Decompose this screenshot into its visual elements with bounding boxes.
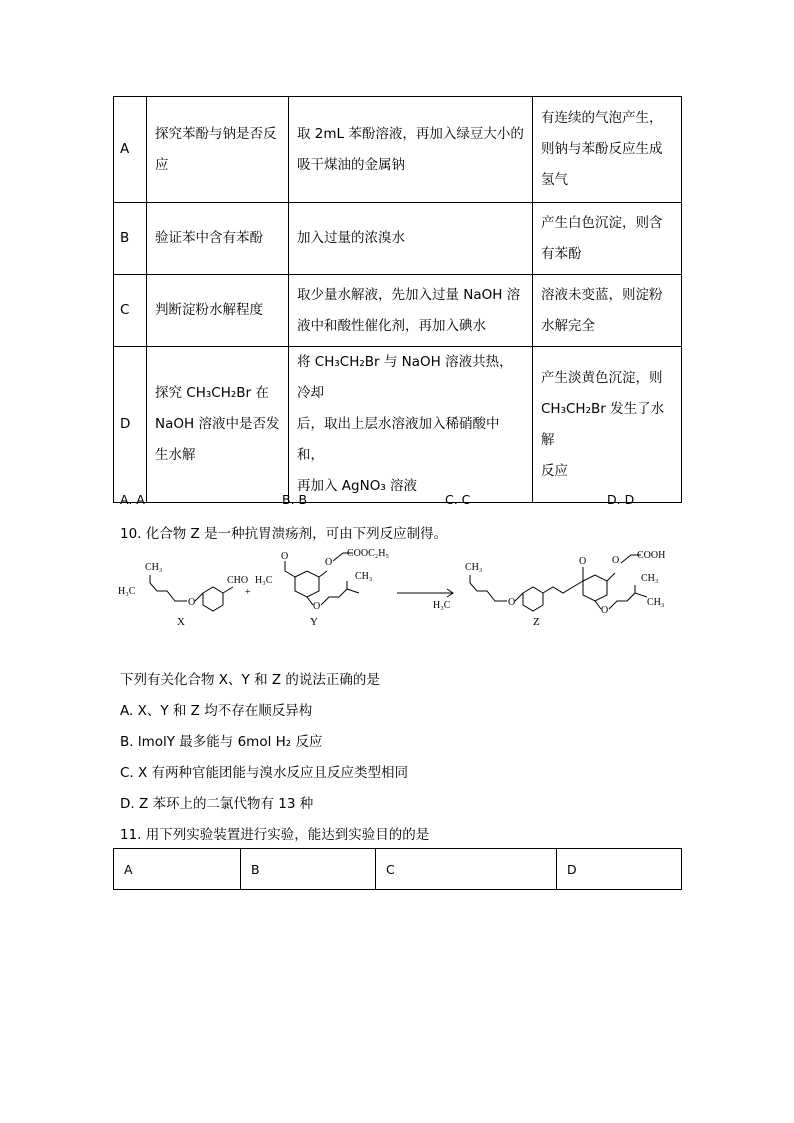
purpose-cell — [147, 275, 289, 347]
h3c-label-x: H₃C — [118, 586, 136, 597]
table-row — [114, 203, 682, 275]
purpose-cell-line: 探究 CH₃CH₂Br 在 — [155, 385, 269, 401]
ch3-label-x: CH₃ — [145, 562, 163, 573]
option-d: D. D — [607, 492, 635, 507]
conclusion-cell-line: 有连续的气泡产生， — [541, 110, 663, 126]
q9-options — [120, 492, 720, 512]
conclusion-cell — [533, 203, 682, 275]
q10-question: 下列有关化合物 X、Y 和 Z 的说法正确的是 — [120, 672, 380, 688]
q10-option-d: D. Z 苯环上的二氯代物有 13 种 — [120, 796, 314, 812]
conclusion-cell-line: 水解完全 — [541, 317, 595, 334]
option-c: C. C — [445, 492, 471, 507]
purpose-cell-line: 验证苯中含有苯酚 — [155, 230, 263, 246]
conclusion-cell-line: 产生淡黄色沉淀，则 — [541, 369, 663, 386]
row-label: B — [114, 203, 147, 275]
o-label-z1: O — [508, 597, 516, 608]
reaction-scheme — [115, 543, 695, 633]
ch3-label-y: CH₃ — [355, 571, 373, 582]
ch3-label-z3: CH₃ — [647, 597, 665, 608]
conclusion-cell-line: 氢气 — [541, 172, 568, 188]
conclusion-cell — [533, 97, 682, 203]
purpose-cell-line: NaOH 溶液中是否发 — [155, 416, 280, 432]
cooh-label: COOH — [637, 550, 666, 561]
conclusion-cell — [533, 347, 682, 503]
operation-cell-line: 将 CH₃CH₂Br 与 NaOH 溶液共热，冷却 — [297, 354, 513, 401]
q11-header-b: B — [241, 849, 376, 890]
o-label-z3: O — [612, 555, 620, 566]
label-z: Z — [533, 616, 540, 628]
conclusion-cell-line: 有苯酚 — [541, 245, 582, 262]
o-label-y3: O — [313, 601, 321, 612]
ch3-label-z2: CH₃ — [641, 573, 659, 584]
operation-cell — [289, 275, 533, 347]
option-a: A. A — [120, 492, 145, 507]
purpose-cell — [147, 203, 289, 275]
operation-cell — [289, 203, 533, 275]
conclusion-cell-line: 则钠与苯酚反应生成 — [541, 141, 663, 157]
q10-option-a: A. X、Y 和 Z 均不存在顺反异构 — [120, 703, 313, 719]
q11-stem: 11. 用下列实验装置进行实验，能达到实验目的的是 — [120, 827, 430, 843]
coo-label: COOC₂H₅ — [347, 548, 389, 559]
label-y: Y — [310, 616, 318, 628]
row-label: C — [114, 275, 147, 347]
o-label-x: O — [188, 597, 196, 608]
purpose-cell-line: 判断淀粉水解程度 — [155, 302, 263, 318]
ch3-label-z1: CH₃ — [465, 562, 483, 573]
o-label-z2: O — [579, 556, 587, 567]
row-label: D — [114, 347, 147, 503]
purpose-cell — [147, 97, 289, 203]
h3c-label-y: H₃C — [255, 575, 273, 586]
purpose-cell — [147, 347, 289, 503]
q11-header-d: D — [557, 849, 682, 890]
conclusion-cell-line: CH₃CH₂Br 发生了水解 — [541, 400, 665, 448]
purpose-cell-line: 探究苯酚与钠是否反 — [155, 125, 277, 142]
table-row — [114, 97, 682, 203]
operation-cell — [289, 97, 533, 203]
cho-label: CHO — [227, 575, 249, 586]
conclusion-cell-line: 反应 — [541, 462, 568, 479]
o-label-y2: O — [325, 557, 333, 568]
row-label: A — [114, 97, 147, 203]
operation-cell-line: 取少量水解液，先加入过量 NaOH 溶 — [297, 286, 521, 303]
q10-option-b: B. lmolY 最多能与 6mol H₂ 反应 — [120, 734, 323, 750]
plus-sign: + — [245, 587, 251, 598]
q10-option-c: C. X 有两种官能团能与溴水反应且反应类型相同 — [120, 765, 409, 781]
operation-cell-line: 再加入 AgNO₃ 溶液 — [297, 478, 418, 494]
o-label-z4: O — [601, 605, 609, 616]
operation-cell — [289, 347, 533, 503]
q9-table — [113, 96, 682, 503]
h3c-label-z: H₃C — [433, 600, 451, 611]
option-b: B. B — [282, 492, 308, 507]
conclusion-cell-line: 溶液未变蓝，则淀粉 — [541, 286, 663, 303]
table-row — [114, 347, 682, 503]
label-x: X — [177, 616, 185, 628]
o-label-y1: O — [281, 551, 289, 562]
q10-stem: 10. 化合物 Z 是一种抗胃溃疡剂，可由下列反应制得。 — [120, 526, 448, 542]
table-row — [114, 275, 682, 347]
operation-cell-line: 加入过量的浓溴水 — [297, 230, 405, 246]
q11-table — [113, 848, 682, 890]
q11-header-c: C — [376, 849, 557, 890]
q11-header-a: A — [114, 849, 241, 890]
operation-cell-line: 吸干煤油的金属钠 — [297, 156, 405, 173]
conclusion-cell-line: 产生白色沉淀，则含 — [541, 214, 663, 231]
purpose-cell-line: 生水解 — [155, 447, 196, 463]
operation-cell-line: 取 2mL 苯酚溶液，再加入绿豆大小的 — [297, 125, 524, 142]
operation-cell-line: 液中和酸性催化剂，再加入碘水 — [297, 317, 486, 334]
operation-cell-line: 后，取出上层水溶液加入稀硝酸中和， — [297, 416, 500, 463]
purpose-cell-line: 应 — [155, 156, 169, 173]
conclusion-cell — [533, 275, 682, 347]
